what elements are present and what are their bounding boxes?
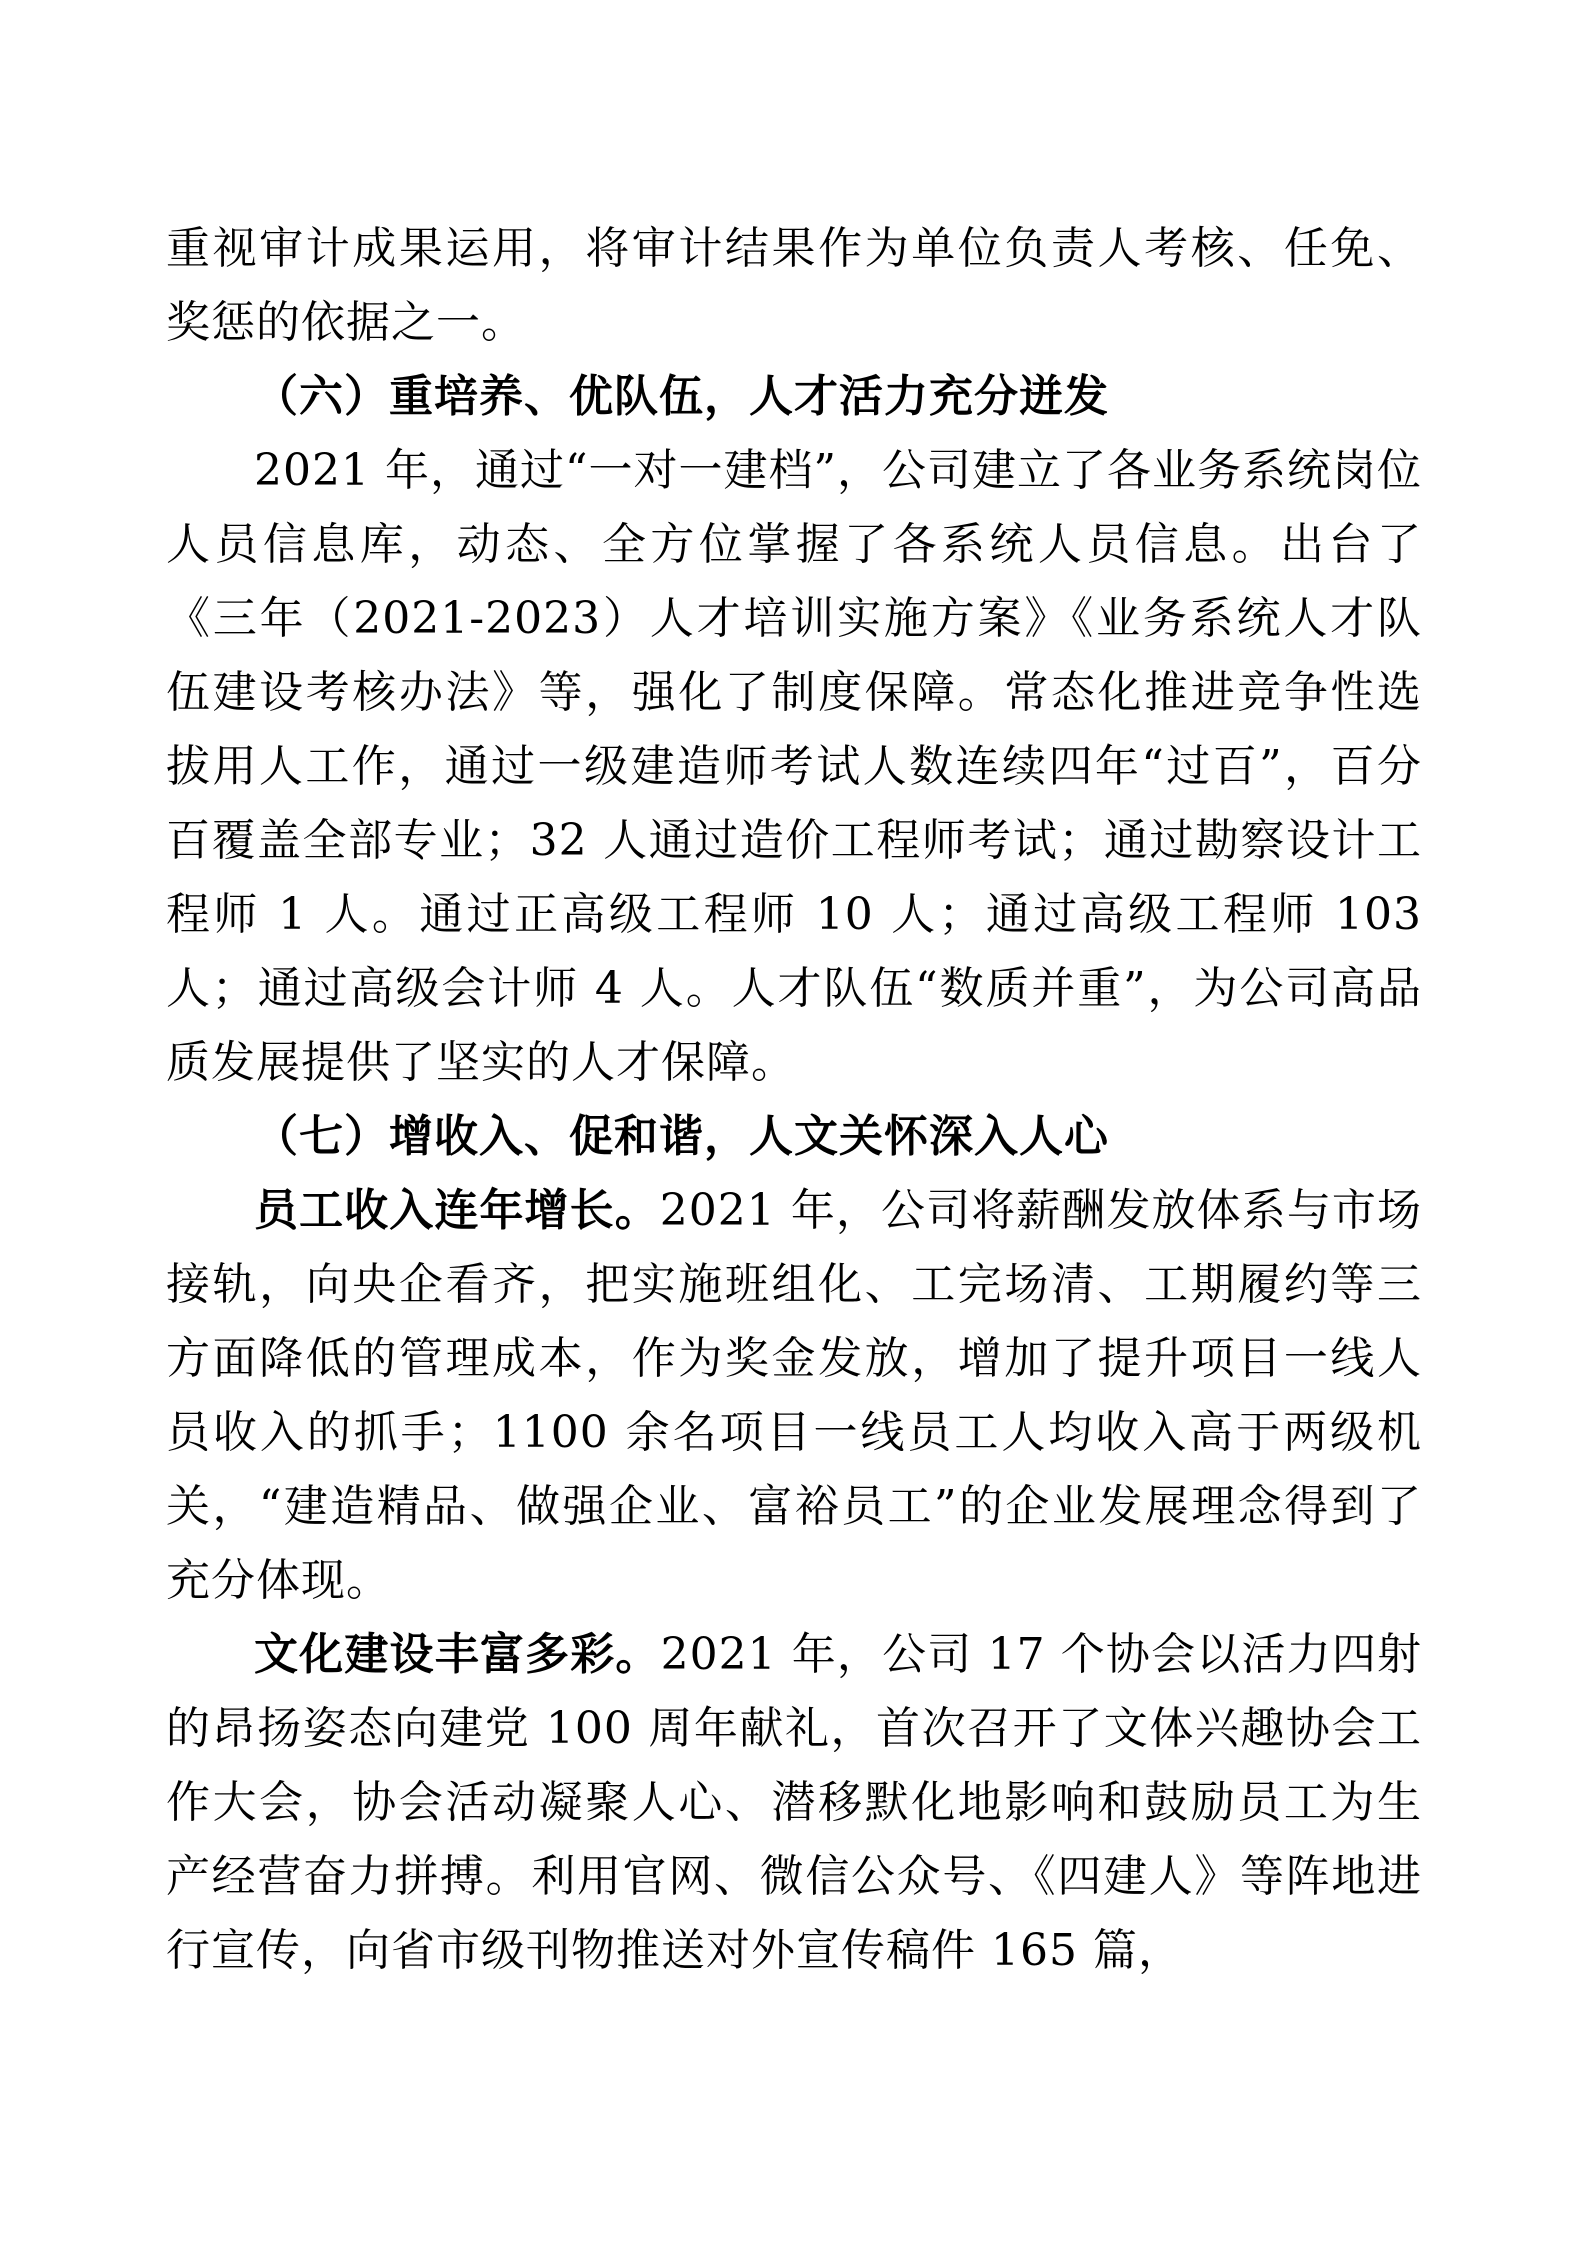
text-block <box>166 212 1422 1988</box>
paragraph-income <box>166 1174 1422 1618</box>
paragraph-talent: 2021 年，通过“一对一建档”，公司建立了各业务系统岗位人员信息库，动态、全方位掌握了各系统人员信息。出台了《三年（2021-2023）人才培训实施方案》《业务系统人才队伍建设考核办法》等，强化了制度保障。常态化推进竞争性选拔用人工作，通过一级建造师考试人数连续四年“过百”，百分百覆盖全部专业；32 人通过造价工程师考试；通过勘察设计工程师 1 人。通过正高级工程师 10 人；通过高级工程师 103 人；通过高级会计师 4 人。人才队伍“数质并重”，为公司高品质发展提供了坚实的人才保障。 <box>166 445 1422 1088</box>
section-heading-seven: （七）增收入、促和谐，人文关怀深入人心 <box>254 1111 1109 1162</box>
paragraph-income-lead: 员工收入连年增长。 <box>254 1185 660 1236</box>
paragraph-culture <box>166 1618 1422 1988</box>
paragraph-culture-text: 2021 年，公司 17 个协会以活力四射的昂扬姿态向建党 100 周年献礼，首次召开了文体兴趣协会工作大会，协会活动凝聚人心、潜移默化地影响和鼓励员工为生产经营奋力拼搏。利用官网、微信公众号、《四建人》等阵地进行宣传，向省市级刊物推送对外宣传稿件 165 篇， <box>166 1629 1422 1976</box>
paragraph-continuation: 重视审计成果运用，将审计结果作为单位负责人考核、任免、奖惩的依据之一。 <box>166 223 1422 348</box>
section-heading-six: （六）重培养、优队伍，人才活力充分迸发 <box>254 371 1109 422</box>
paragraph-culture-lead: 文化建设丰富多彩。 <box>254 1629 661 1680</box>
paragraph-income-text: 2021 年，公司将薪酬发放体系与市场接轨，向央企看齐，把实施班组化、工完场清、工期履约等三方面降低的管理成本，作为奖金发放，增加了提升项目一线人员收入的抓手；1100 余名项目一线员工人均收入高于两级机关，“建造精品、做强企业、富裕员工”的企业发展理念得到了充分体现。 <box>166 1185 1422 1606</box>
